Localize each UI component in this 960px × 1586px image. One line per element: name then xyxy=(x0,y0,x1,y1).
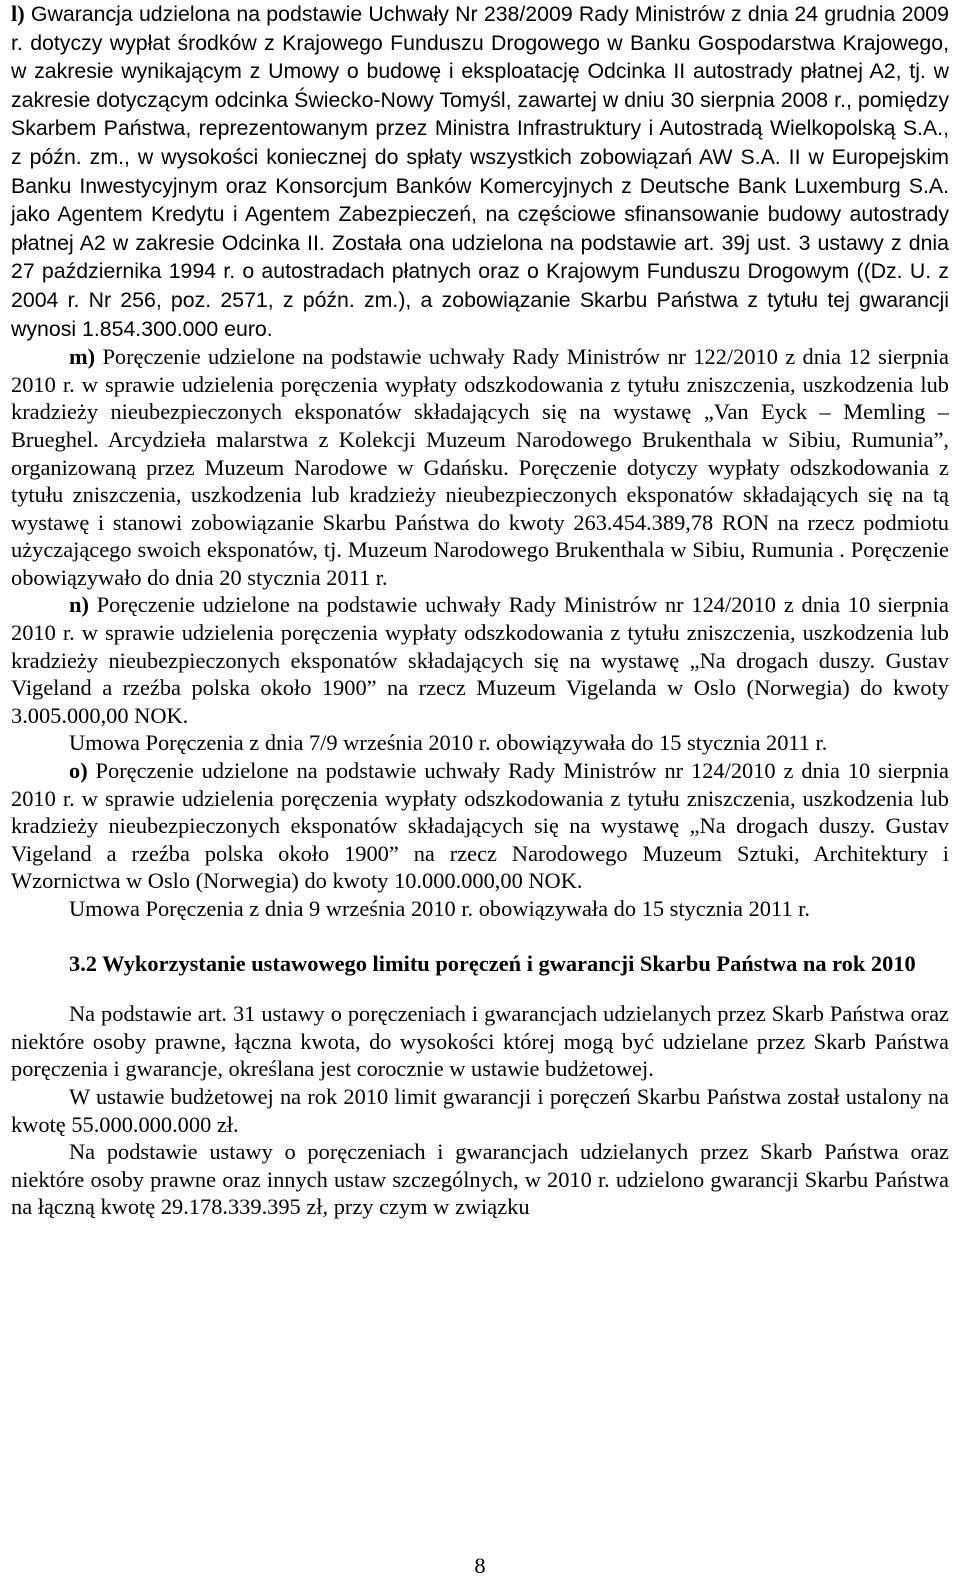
paragraph-m xyxy=(11,343,949,591)
page-number: 8 xyxy=(474,1553,486,1578)
paragraph-n-text: Poręczenie udzielone na podstawie uchwały Rady Ministrów nr 124/2010 z dnia 10 sierpnia 2010 r. w sprawie udzielenia poręczenia wypłaty odszkodowania z tytułu zniszczenia, uszkodzenia lub kradzieży nieubezpieczonych eksponatów składających się na wystawę „Na drogach duszy. Gustav Vigeland a rzeźba polska około 1900” na rzecz Muzeum Vigelanda w Oslo (Norwegia) do kwoty 3.005.000,00 NOK. xyxy=(11,592,949,728)
item-label-o: o) xyxy=(69,758,88,784)
item-label-n: n) xyxy=(69,592,89,618)
paragraph-o-agreement: Umowa Poręczenia z dnia 9 września 2010 r. obowiązywała do 15 stycznia 2011 r. xyxy=(69,896,810,921)
section-heading: 3.2 Wykorzystanie ustawowego limitu poręczeń i gwarancji Skarbu Państwa na rok 2010 xyxy=(69,951,916,977)
item-label-m: m) xyxy=(69,344,96,370)
paragraph-l xyxy=(11,0,949,343)
section-paragraph-2: W ustawie budżetowej na rok 2010 limit gwarancji i poręczeń Skarbu Państwa został ustalony na kwotę 55.000.000.000 zł. xyxy=(11,1083,949,1137)
section-paragraph-3: Na podstawie ustawy o poręczeniach i gwarancjach udzielanych przez Skarb Państwa oraz niektóre osoby prawne oraz innych ustaw szczególnych, w 2010 r. udzielono gwarancji Skarbu Państwa na łączną kwotę 29.178.339.395 zł, przy czym w związku xyxy=(11,1139,949,1220)
paragraph-m-text: Poręczenie udzielone na podstawie uchwały Rady Ministrów nr 122/2010 z dnia 12 sierpnia 2010 r. w sprawie udzielenia poręczenia wypłaty odszkodowania z tytułu zniszczenia, uszkodzenia lub kradzieży nieubezpieczonych eksponatów składających się na wystawę „Van Eyck – Memling – Brueghel. Arcydzieła malarstwa z Kolekcji Muzeum Narodowego Brukenthala w Sibiu, Rumunia”, organizowaną przez Muzeum Narodowe w Gdańsku. Poręczenie dotyczy wypłaty odszkodowania z tytułu zniszczenia, uszkodzenia lub kradzieży nieubezpieczonych eksponatów składających się na tą wystawę i stanowi zobowiązanie Skarbu Państwa do kwoty 263.454.389,78 RON na rzecz podmiotu użyczającego swoich eksponatów, tj. Muzeum Narodowego Brukenthala w Sibiu, Rumunia . Poręczenie obowiązywało do dnia 20 stycznia 2011 r. xyxy=(11,344,949,590)
paragraph-l-text: Gwarancja udzielona na podstawie Uchwały Nr 238/2009 Rady Ministrów z dnia 24 grudnia 2009 r. dotyczy wypłat środków z Krajowego Funduszu Drogowego w Banku Gospodarstwa Krajowego, w zakresie wynikającym z Umowy o budowę i eksploatację Odcinka II autostrady płatnej A2, tj. w zakresie dotyczącym odcinka Świecko-Nowy Tomyśl, zawartej w dniu 30 sierpnia 2008 r., pomiędzy Skarbem Państwa, reprezentowanym przez Ministra Infrastruktury i Autostradą Wielkopolską S.A., z późn. zm., w wysokości koniecznej do spłaty wszystkich zobowiązań AW S.A. II w Europejskim Banku Inwestycyjnym oraz Konsorcjum Banków Komercyjnych z Deutsche Bank Luxemburg S.A. jako Agentem Kredytu i Agentem Zabezpieczeń, na częściowe sfinansowanie budowy autostrady płatnej A2 w zakresie Odcinka II. Została ona udzielona na podstawie art. 39j ust. 3 ustawy z dnia 27 października 1994 r. o autostradach płatnych oraz o Krajowym Funduszu Drogowym ((Dz. U. z 2004 r. Nr 256, poz. 2571, z późn. zm.), a zobowiązanie Skarbu Państwa z tytułu tej gwarancji wynosi 1.854.300.000 euro. xyxy=(11,2,949,341)
paragraph-n-agreement: Umowa Poręczenia z dnia 7/9 września 2010 r. obowiązywała do 15 stycznia 2011 r. xyxy=(69,730,828,756)
paragraph-o-text: Poręczenie udzielone na podstawie uchwały Rady Ministrów nr 124/2010 z dnia 10 sierpnia 2010 r. w sprawie udzielenia poręczenia wypłaty odszkodowania z tytułu zniszczenia, uszkodzenia lub kradzieży nieubezpieczonych eksponatów składających się na wystawę „Na drogach duszy. Gustav Vigeland a rzeźba polska około 1900” na rzecz Narodowego Muzeum Sztuki, Architektury i Wzornictwa w Oslo (Norwegia) do kwoty 10.000.000,00 NOK. xyxy=(11,758,949,894)
paragraph-n xyxy=(11,591,949,729)
item-label-l: l) xyxy=(11,1,25,26)
section-paragraph-1: Na podstawie art. 31 ustawy o poręczeniach i gwarancjach udzielanych przez Skarb Państwa oraz niektóre osoby prawne, łączna kwota, do wysokości której mogą być udzielane przez Skarb Państwa poręczenia i gwarancje, określana jest corocznie w ustawie budżetowej. xyxy=(11,1001,949,1082)
paragraph-o xyxy=(11,757,949,895)
